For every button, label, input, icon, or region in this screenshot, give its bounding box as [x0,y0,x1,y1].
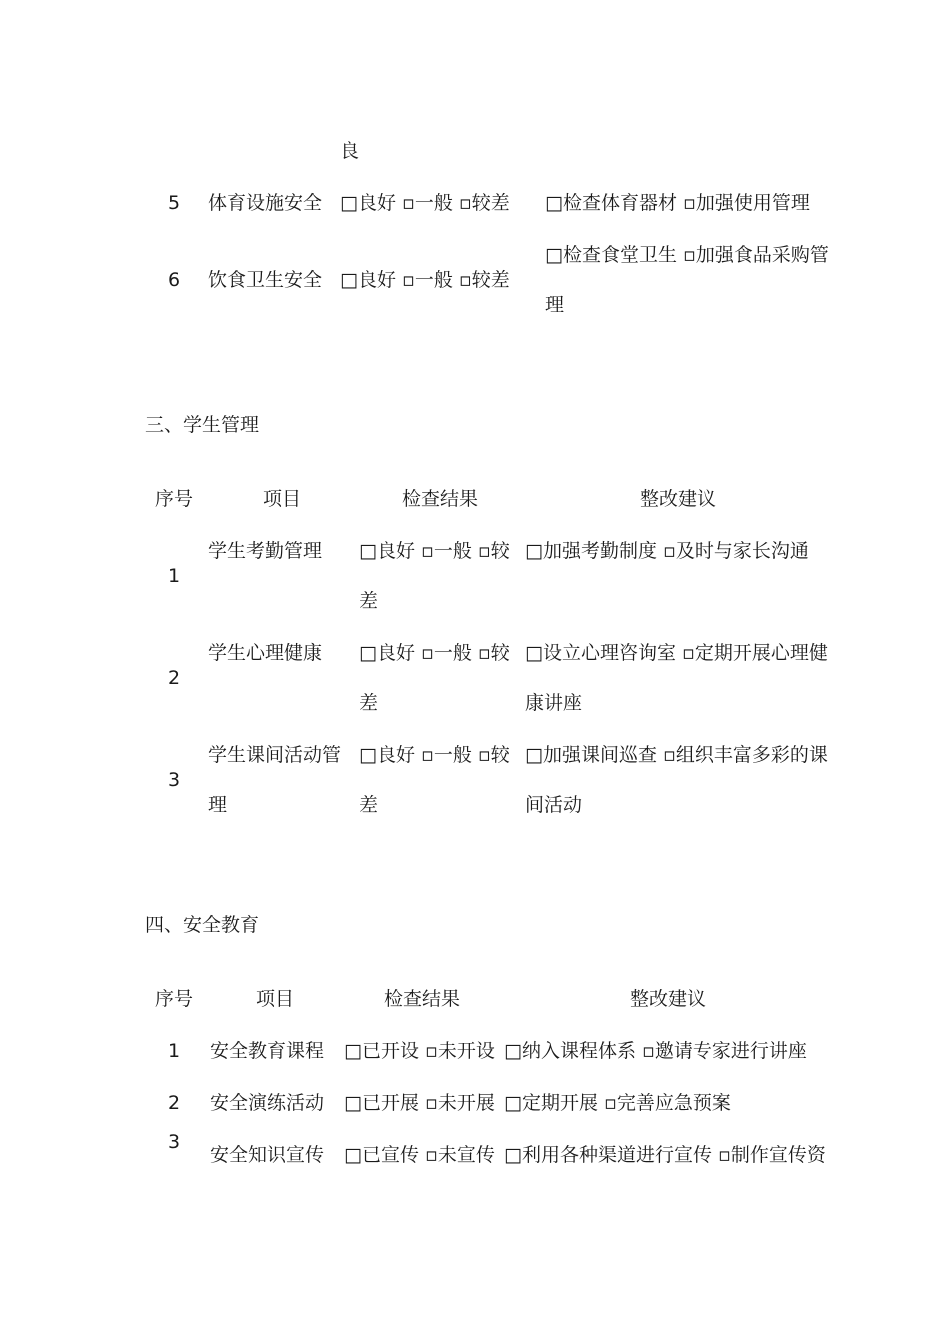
sec2-row6-item: 饮食卫生安全 [208,269,323,291]
sec3-row1-result-cont: 差 [359,590,379,612]
sec4-row3-item: 安全知识宣传 [210,1144,325,1166]
sec3-row3-result-cont: 差 [359,794,379,816]
sec3-row2-result: □良好 ▫一般 ▫较 [359,642,510,664]
checkbox-icon[interactable]: □ [545,244,563,266]
sec3-row1-advice: □加强考勤制度 ▫及时与家长沟通 [525,540,809,562]
sec4-row1-item: 安全教育课程 [210,1040,325,1062]
section-title-student-management: 三、学生管理 [145,414,260,436]
sec2-row5-item: 体育设施安全 [208,192,323,214]
checkbox-icon[interactable]: □ [340,269,358,291]
sec3-row2-advice: □设立心理咨询室 ▫定期开展心理健 [525,642,828,664]
sec4-row3-result: □已宣传 ▫未宣传 [344,1144,495,1166]
sec4-row1-advice: □纳入课程体系 ▫邀请专家进行讲座 [504,1040,807,1062]
sec2-row5-advice: □检查体育器材 ▫加强使用管理 [545,192,810,214]
sec3-row3-item: 学生课间活动管 [208,744,342,766]
checkbox-icon[interactable]: □ [344,1144,362,1166]
sec3-row3-advice-cont: 间活动 [525,794,583,816]
sec4-header-num: 序号 [155,988,194,1010]
sec2-row6-advice: □检查食堂卫生 ▫加强食品采购管 [545,244,829,266]
sec2-row6-result: □良好 ▫一般 ▫较差 [340,269,510,291]
checkbox-icon[interactable]: □ [344,1040,362,1062]
sec2-row5-result: □良好 ▫一般 ▫较差 [340,192,510,214]
sec3-header-num: 序号 [155,488,194,510]
sec3-row1-item: 学生考勤管理 [208,540,323,562]
sec4-header-item: 项目 [256,988,295,1010]
sec4-row1-result: □已开设 ▫未开设 [344,1040,495,1062]
sec3-header-result: 检查结果 [402,488,479,510]
checkbox-icon[interactable]: □ [525,540,543,562]
checkbox-icon[interactable]: □ [344,1092,362,1114]
sec3-row3-advice: □加强课间巡查 ▫组织丰富多彩的课 [525,744,828,766]
checkbox-icon[interactable]: □ [504,1092,522,1114]
sec3-header-advice: 整改建议 [640,488,717,510]
checkbox-icon[interactable]: □ [340,192,358,214]
sec4-row1-num: 1 [168,1040,181,1062]
sec2-cont-result: 良 [340,140,360,162]
sec4-row3-advice: □利用各种渠道进行宣传 ▫制作宣传资 [504,1144,826,1166]
checkbox-icon[interactable]: □ [359,642,377,664]
sec3-row2-num: 2 [168,667,181,689]
sec4-header-advice: 整改建议 [630,988,707,1010]
sec3-row3-result: □良好 ▫一般 ▫较 [359,744,510,766]
sec4-row2-result: □已开展 ▫未开展 [344,1092,495,1114]
checkbox-icon[interactable]: □ [359,540,377,562]
sec3-row2-item: 学生心理健康 [208,642,323,664]
sec3-row2-advice-cont: 康讲座 [525,692,583,714]
sec3-row3-num: 3 [168,769,181,791]
sec4-row2-num: 2 [168,1092,181,1114]
checkbox-icon[interactable]: □ [525,642,543,664]
sec4-header-result: 检查结果 [384,988,461,1010]
sec2-row6-advice-cont: 理 [545,294,565,316]
sec3-row1-num: 1 [168,565,181,587]
sec2-row6-num: 6 [168,269,181,291]
sec3-header-item: 项目 [263,488,302,510]
section-title-safety-education: 四、安全教育 [145,914,260,936]
sec4-row2-advice: □定期开展 ▫完善应急预案 [504,1092,731,1114]
sec3-row2-result-cont: 差 [359,692,379,714]
checkbox-icon[interactable]: □ [359,744,377,766]
checkbox-icon[interactable]: □ [504,1144,522,1166]
sec2-row5-num: 5 [168,192,181,214]
sec3-row3-item-cont: 理 [208,794,228,816]
sec3-row1-result: □良好 ▫一般 ▫较 [359,540,510,562]
checkbox-icon[interactable]: □ [504,1040,522,1062]
sec4-row3-num: 3 [168,1131,181,1153]
sec4-row2-item: 安全演练活动 [210,1092,325,1114]
checkbox-icon[interactable]: □ [545,192,563,214]
checkbox-icon[interactable]: □ [525,744,543,766]
